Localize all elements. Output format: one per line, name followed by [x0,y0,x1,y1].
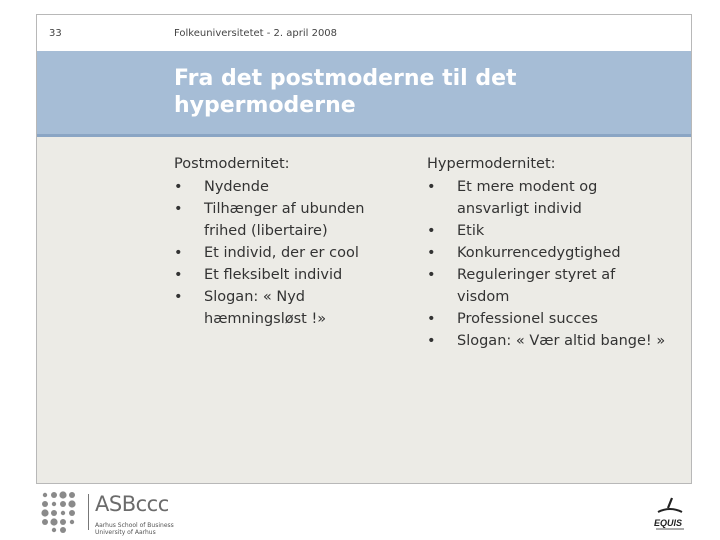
list-item [427,264,672,308]
list-item-text: Professionel succes [457,311,598,327]
list-item-text: Et fleksibelt individ [204,267,343,283]
slide-footer [0,484,720,540]
list-item [427,242,672,264]
list-item-text: Et individ, der er cool [204,245,359,261]
slide-title: Fra det postmoderne til det hypermoderne [174,66,517,118]
bullet-icon: • [427,245,436,261]
bullet-icon: • [174,267,183,283]
bullet-icon: • [174,179,183,195]
right-bullet-list [427,176,672,352]
list-item-text: Nydende [204,179,269,195]
content-area [37,137,691,483]
list-item [427,308,672,330]
bullet-icon: • [427,223,436,239]
list-item [174,198,404,242]
asb-wordmark: ASBccc [95,492,169,516]
bullet-icon: • [174,245,183,261]
slide-header [37,15,691,51]
list-item [427,176,672,220]
bullet-icon: • [174,289,183,305]
bullet-icon: • [427,311,436,327]
list-item-text: Et mere modent og ansvarligt individ [457,179,598,217]
bullet-icon: • [427,179,436,195]
left-column [174,153,404,330]
list-item-text: Reguleringer styret af visdom [457,267,616,305]
slide-number: 33 [49,28,62,39]
bullet-icon: • [427,267,436,283]
list-item [174,264,404,286]
left-bullet-list [174,176,404,330]
list-item [427,220,672,242]
list-item [174,286,404,330]
list-item-text: Etik [457,223,485,239]
asb-logo [40,490,190,534]
title-band [37,51,691,137]
bullet-icon: • [427,333,436,349]
equis-logo [650,494,690,532]
bullet-icon: • [174,201,183,217]
asb-dots-icon [40,490,84,534]
header-meta-text: Folkeuniversitetet - 2. april 2008 [174,28,338,39]
list-item-text: Slogan: « Vær altid bange! » [457,333,666,349]
asb-university-name: University of Aarhus [95,529,156,536]
list-item-text: Konkurrencedygtighed [457,245,621,261]
list-item [427,330,672,352]
list-item [174,242,404,264]
asb-school-name: Aarhus School of Business [95,522,174,529]
list-item [174,176,404,198]
left-column-heading: Postmodernitet: [174,156,290,172]
list-item-text: Tilhænger af ubunden frihed (libertaire) [204,201,365,239]
list-item-text: Slogan: « Nyd hæmningsløst !» [204,289,327,327]
logo-divider [88,494,89,530]
equis-label: EQUIS [654,518,683,528]
right-column-heading: Hypermodernitet: [427,156,556,172]
right-column [427,153,672,352]
slide [36,14,692,484]
